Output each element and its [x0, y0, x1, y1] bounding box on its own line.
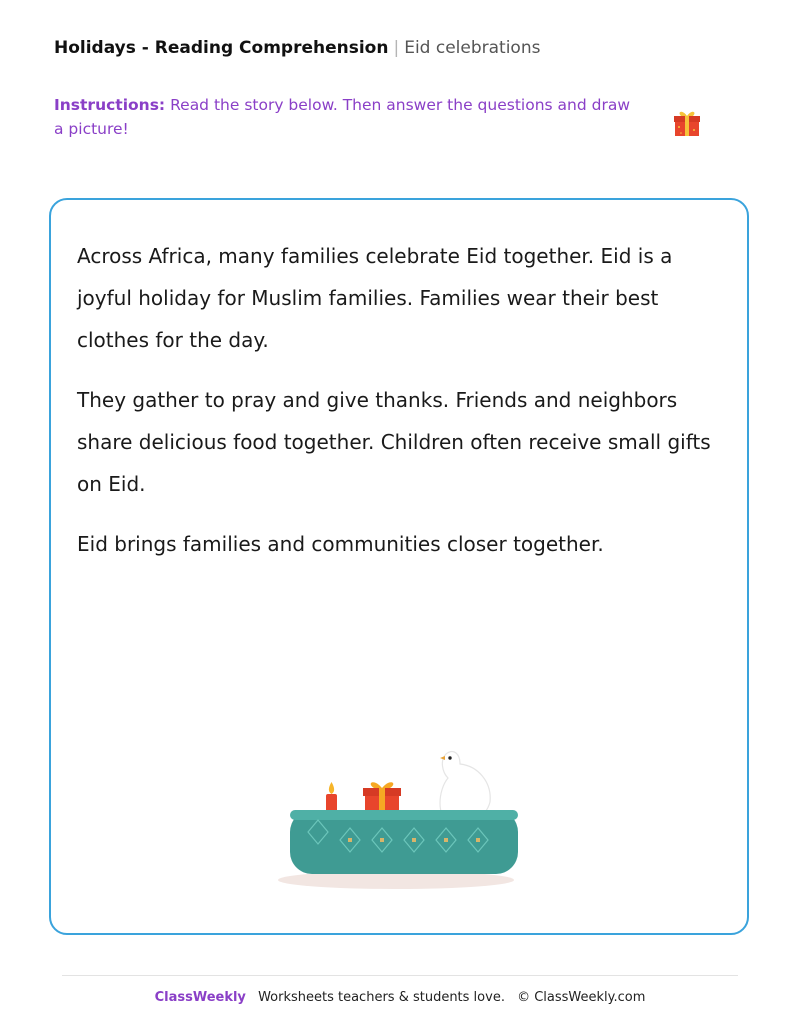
crescent-moon-icon [303, 742, 350, 797]
instructions-label: Instructions: [54, 96, 166, 114]
story-paragraph: Across Africa, many families celebrate Eid together. Eid is a joyful holiday for Muslim families. Families wear their best clothes for the day. [77, 244, 673, 352]
worksheet-title: Holidays - Reading Comprehension [54, 38, 389, 58]
footer-brand: ClassWeekly [154, 990, 246, 1005]
page-header [54, 37, 540, 59]
footer-copyright: © ClassWeekly.com [517, 990, 646, 1005]
eid-illustration [278, 730, 528, 895]
story-paragraph: They gather to pray and give thanks. Friends and neighbors share delicious food together. Children often receive small gifts on Eid. [77, 388, 711, 496]
page-footer [0, 990, 800, 1005]
instructions [54, 93, 634, 141]
instructions-text: Read the story below. Then answer the questions and draw a picture! [54, 96, 630, 138]
footer-divider [62, 975, 738, 976]
gift-icon [672, 108, 702, 138]
worksheet-subtitle: Eid celebrations [404, 38, 541, 58]
cushion-icon [290, 810, 518, 874]
title-separator: | [393, 38, 400, 58]
footer-tagline: Worksheets teachers & students love. [258, 990, 505, 1005]
story-text [77, 235, 717, 583]
story-paragraph: Eid brings families and communities closer together. [77, 532, 604, 556]
